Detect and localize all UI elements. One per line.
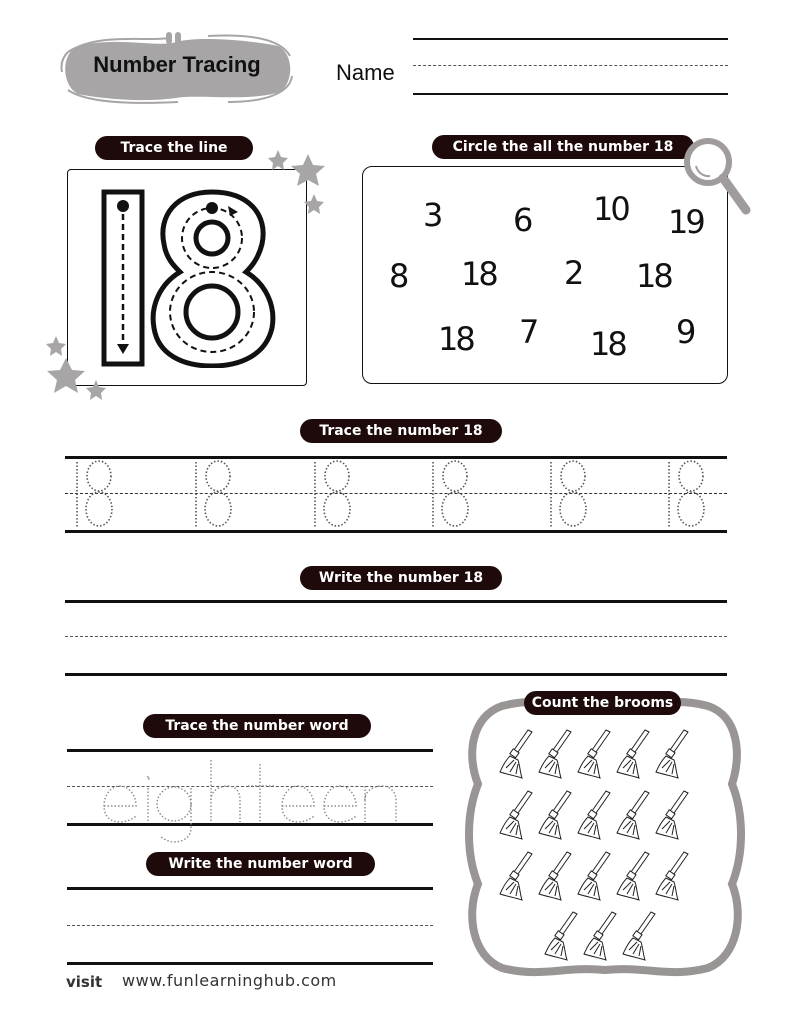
circle-numbers-box [362,166,728,384]
name-label: Name [336,60,395,85]
section-label-count-brooms: Count the brooms [524,691,681,715]
trace-number-row[interactable] [65,458,727,530]
trace-18-figure[interactable] [100,188,280,368]
brooms-grid[interactable] [498,724,718,964]
section-label-trace-word: Trace the number word [143,714,371,738]
section-label-circle-numbers: Circle the all the number 18 [432,135,694,159]
magnifying-glass-icon [682,136,754,220]
section-label-write-number: Write the number 18 [300,566,502,590]
worksheet-title: Number Tracing [93,52,261,77]
number-item[interactable]: 7 [519,313,537,351]
number-item[interactable]: 18 [590,325,625,363]
write-number-mid-line [65,636,727,637]
footer-url-link[interactable]: www.funlearninghub.com [122,971,337,990]
trace-word-eighteen[interactable] [100,754,400,844]
number-item[interactable]: 18 [438,320,473,358]
name-line-top [413,38,728,40]
number-item[interactable]: 10 [593,190,628,228]
trace-number-bottom-line [65,530,727,533]
number-item[interactable]: 3 [423,196,441,234]
section-label-write-word: Write the number word [146,852,375,876]
write-word-top-line [67,887,433,890]
star-icon [44,336,114,406]
number-item[interactable]: 9 [676,313,694,351]
number-item[interactable]: 18 [636,257,671,295]
trace-word-top-line [67,749,433,752]
section-label-trace-line: Trace the line [95,136,253,160]
number-item[interactable]: 6 [513,201,531,239]
write-word-mid-line [67,925,433,926]
write-number-bottom-line[interactable] [65,673,727,676]
star-icon [268,148,328,218]
write-word-bottom-line[interactable] [67,962,433,965]
number-item[interactable]: 18 [461,255,496,293]
broom-icon [500,730,688,960]
footer-visit-label: visit [66,973,103,991]
number-item[interactable]: 8 [389,257,407,295]
number-item[interactable]: 19 [668,203,703,241]
section-label-trace-number: Trace the number 18 [300,419,502,443]
name-line-mid [413,65,728,66]
write-number-top-line [65,600,727,603]
name-line-input[interactable] [413,93,728,95]
number-item[interactable]: 2 [564,254,582,292]
